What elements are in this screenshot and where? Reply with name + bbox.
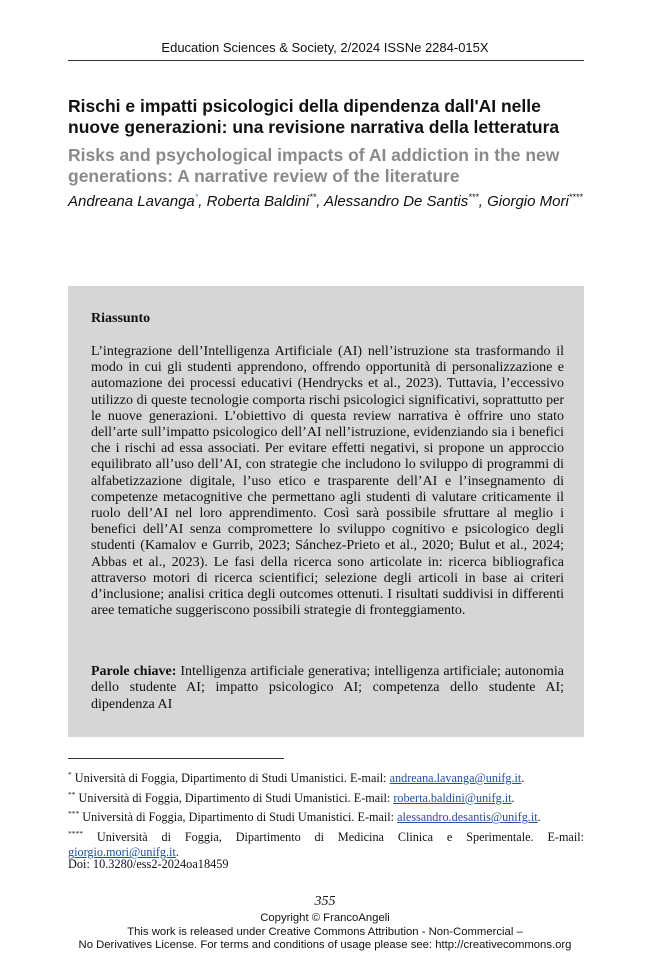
- title-english: Risks and psychological impacts of AI addiction in the new generations: A narrative review of the literature: [68, 145, 560, 186]
- doi: Doi: 10.3280/ess2-2024oa18459: [68, 857, 229, 871]
- author-name: Roberta Baldini: [206, 193, 310, 210]
- license-line: No Derivatives License. For terms and conditions of usage please see: http://creativecommons.org: [78, 939, 572, 951]
- abstract-heading: Riassunto: [91, 311, 151, 326]
- footnote: [68, 767, 584, 787]
- footnote-text: Università di Foggia, Dipartimento di Studi Umanistici. E-mail:: [82, 810, 398, 825]
- footnote-end: .: [511, 790, 515, 805]
- header-rule: [68, 60, 584, 61]
- author-name: Giorgio Mori: [487, 193, 569, 210]
- author-footnote-mark: ****: [568, 192, 583, 202]
- footnote-mark: ***: [68, 809, 80, 819]
- keywords-label: Parole chiave:: [91, 664, 177, 679]
- footnote-end: .: [537, 810, 541, 825]
- footnote-mark: *: [68, 770, 72, 779]
- email-link[interactable]: giorgio.mori@unifg.it: [68, 845, 176, 860]
- author-footnote-mark[interactable]: *: [194, 192, 199, 202]
- footnote-rule: [68, 758, 284, 759]
- author-footnote-mark: ***: [468, 192, 479, 202]
- footnote: [68, 826, 584, 861]
- footnote-mark: **: [68, 789, 76, 799]
- author-separator: ,: [478, 193, 488, 210]
- journal-header: Education Sciences & Society, 2/2024 ISSNe 2284-015X: [161, 40, 489, 55]
- footnote: [68, 787, 584, 807]
- license-footer: [0, 912, 650, 953]
- footnotes: [68, 767, 584, 861]
- keywords-text: Intelligenza artificiale generativa; intelligenza artificiale; autonomia dello studente AI; impatto psicologico AI; competenza dello studente AI; dipendenza AI: [91, 664, 565, 712]
- copyright-line: Copyright © FrancoAngeli: [260, 912, 390, 924]
- author-list: [68, 187, 584, 212]
- keywords: [91, 664, 564, 713]
- title-italian: Rischi e impatti psicologici della dipendenza dall'AI nelle nuove generazioni: una revisione narrativa della letteratura: [68, 96, 560, 137]
- footnote-end: .: [175, 845, 179, 860]
- footnote-text: Università di Foggia, Dipartimento di Studi Umanistici. E-mail:: [78, 790, 394, 805]
- author-name: Andreana Lavanga: [68, 193, 195, 210]
- author-footnote-mark: **: [309, 192, 317, 202]
- author-separator: ,: [198, 193, 207, 210]
- footnote-text: Università di Foggia, Dipartimento di Medicina Clinica e Sperimentale. E-mail:: [96, 829, 584, 844]
- license-line: This work is released under Creative Commons Attribution - Non-Commercial –: [127, 925, 523, 938]
- abstract-text: L’integrazione dell’Intelligenza Artificiale (AI) nell’istruzione sta trasformando il modo in cui gli studenti apprendono, offrendo opportunità di personalizzazione e automazione dei processi educativi (Hendrycks et al., 2023). Tuttavia, l’eccessivo utilizzo di queste tecnologie comporta rischi psicologici significativi, soprattutto per le nuove generazioni. L’obiettivo di questa review narrativa è offrire uno stato dell’arte sull’impatto psicologico dell’AI nell’istruzione, evidenziando sia i benefici che i rischi ad essa associati. Per evitare effetti negativi, si propone un approccio equilibrato all’uso dell’AI, con strategie che includono lo sviluppo di programmi di alfabetizzazione digitale, l’uso etico e trasparente dell’AI e l’insegnamento di competenze metacognitive che permettano agli studenti di valutare criticamente il ruolo dell’AI nel loro apprendimento. Così sarà possibile sfruttare al meglio i benefici dell’AI senza compromettere lo sviluppo cognitivo e psicologico degli studenti (Kamalov e Gurrib, 2023; Sánchez-Prieto et al., 2020; Bulut et al., 2024; Abbas et al., 2023). Le fasi della ricerca sono articolate in: ricerca bibliografica attraverso motori di ricerca scientifici; selezione degli articoli in base ai criteri d’inclusione; analisi critica degli outcomes ottenuti. I risultati suddivisi in differenti aree tematiche suggeriscono possibili strategie di fronteggiamento.: [91, 344, 564, 619]
- footnote-end: .: [521, 771, 525, 786]
- footnote: [68, 806, 584, 826]
- footnote-mark: ****: [68, 828, 83, 838]
- email-link[interactable]: roberta.baldini@unifg.it: [393, 790, 512, 805]
- author-separator: ,: [316, 193, 324, 210]
- footnote-text: Università di Foggia, Dipartimento di Studi Umanistici. E-mail:: [74, 771, 390, 786]
- email-link[interactable]: alessandro.desantis@unifg.it: [397, 810, 538, 825]
- author-name: Alessandro De Santis: [324, 193, 469, 210]
- email-link[interactable]: andreana.lavanga@unifg.it: [389, 771, 522, 786]
- page-number: 355: [314, 894, 336, 909]
